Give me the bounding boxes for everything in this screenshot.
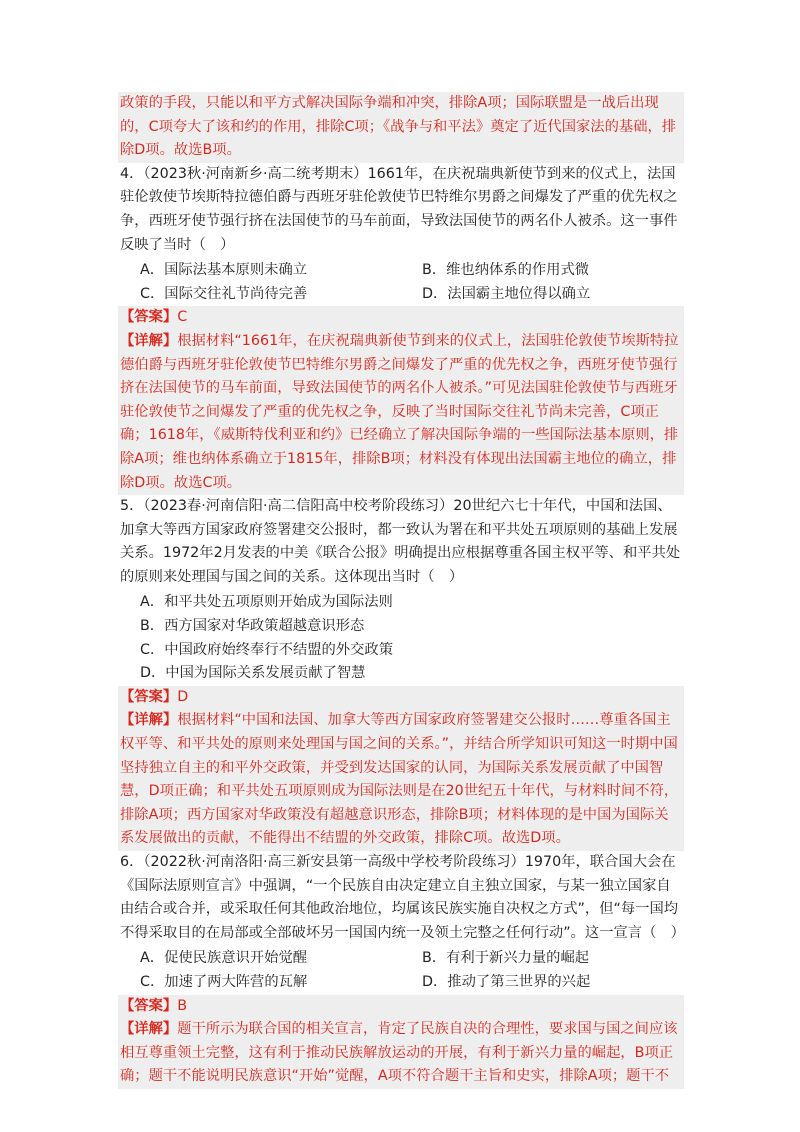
previous-explanation: 政策的手段，只能以和平方式解决国际争端和冲突，排除A项；国际联盟是一战后出现的，C项夸大了该和约的作用，排除C项；《战争与和平法》奠定了近代国家法的基础，排除D项。故选B项。 <box>118 92 684 163</box>
question-4-answer-block <box>118 306 684 495</box>
answer-line <box>120 306 682 330</box>
option-c: C．中国政府始终奉行不结盟的外交政策 <box>140 641 394 658</box>
question-6-options <box>118 947 684 994</box>
question-4-options <box>118 259 684 306</box>
answer-label: 【答案】 <box>120 309 178 326</box>
option-c: C．国际交往礼节尚待完善 <box>140 285 308 302</box>
detail-label: 【详解】 <box>120 332 178 349</box>
detail-text: 题干所示为联合国的相关宣言，肯定了民族自决的合理性，要求国与国之间应该相互尊重领土完整，这有利于推动民族解放运动的开展，有利于新兴力量的崛起，B项正确；题干不能说明民族意识“开始”觉醒，A项不符合题干主旨和史实，排除A项；题干不 <box>120 1021 678 1085</box>
answer-line <box>120 686 682 710</box>
option-b: B．维也纳体系的作用式微 <box>422 262 590 279</box>
document-page <box>118 92 684 1089</box>
answer-value: B <box>177 997 187 1014</box>
question-5-stem: 5．（2023春·河南信阳·高二信阳高中校考阶段练习）20世纪六七十年代，中国和法国、加拿大等西方国家政府签署建交公报时，都一致认为署在和平共处五项原则的基础上发展关系。1972年2月发表的中美《联合公报》明确提出应根据尊重各国主权平等、和平共处的原则来处理国与国之间的关系。这体现出当时（ ） <box>120 498 681 585</box>
detail-text: 根据材料“中国和法国、加拿大等西方国家政府签署建交公报时……尊重各国主权平等、和平共处的原则来处理国与国之间的关系。”，并结合所学知识可知这一时期中国坚持独立自主的和平外交政策，并受到发达国家的认同，为国际关系发展贡献了中国智慧，D项正确；和平共处五项原则成为国际法则是在20世纪五十年代，与材料时间不符，排除A项；西方国家对华政策没有超越意识形态，排除B项；材料体现的是中国为国际关系发展做出的贡献，不能得出不结盟的外交政策，排除C项。故选D项。 <box>120 712 679 847</box>
answer-value: C <box>177 309 188 326</box>
option-a: A．国际法基本原则未确立 <box>140 262 308 279</box>
answer-label: 【答案】 <box>120 688 178 705</box>
option-b: B．西方国家对华政策超越意识形态 <box>140 618 365 635</box>
question-6-stem: 6．（2022秋·河南洛阳·高三新安县第一高级中学校考阶段练习）1970年，联合国大会在《国际法原则宣言》中强调，“一个民族自由决定建立自主独立国家，与某一独立国家自由结合或合并，或采取任何其他政治地位，均属该民族实施自决权之方式”，但“每一国均不得采取目的在局部或全部破坏另一国国内统一及领土完整之任何行动”。这一宣言（ ） <box>120 854 685 941</box>
detail-label: 【详解】 <box>120 712 178 729</box>
option-d: D．法国霸主地位得以确立 <box>422 285 591 302</box>
detail-text: 根据材料“1661年，在庆祝瑞典新使节到来的仪式上，法国驻伦敦使节埃斯特拉德伯爵与西班牙驻伦敦使节巴特维尔男爵之间爆发了严重的优先权之争，西班牙使节强行挤在法国使节的马车前面，导致法国使节的两名仆人被杀。”可见法国驻伦敦使节与西班牙驻伦敦使节之间爆发了严重的优先权之争，反映了当时国际交往礼节尚未完善，C项正确；1618年，《威斯特伐利亚和约》已经确立了解决国际争端的一些国际法基本原则，排除A项；维也纳体系确立于1815年，排除B项；材料没有体现出法国霸主地位的确立，排除D项。故选C项。 <box>120 332 679 491</box>
option-d: D．中国为国际关系发展贡献了智慧 <box>140 665 366 682</box>
question-5-options <box>118 591 684 685</box>
answer-line <box>120 995 682 1019</box>
detail-label: 【详解】 <box>120 1021 178 1038</box>
option-a: A．和平共处五项原则开始成为国际法则 <box>140 594 393 611</box>
question-5-answer-block <box>118 686 684 851</box>
option-c: C．加速了两大阵营的瓦解 <box>140 973 308 990</box>
question-6-answer-block <box>118 995 684 1089</box>
option-d: D．推动了第三世界的兴起 <box>422 973 591 990</box>
answer-label: 【答案】 <box>120 997 178 1014</box>
question-4-stem: 4．（2023秋·河南新乡·高二统考期末）1661年，在庆祝瑞典新使节到来的仪式上，法国驻伦敦使节埃斯特拉德伯爵与西班牙驻伦敦使节巴特维尔男爵之间爆发了严重的优先权之争，西班牙使节强行挤在法国使节的马车前面，导致法国使节的两名仆人被杀。这一事件反映了当时（ ） <box>120 165 678 253</box>
answer-value: D <box>177 688 189 705</box>
option-b: B．有利于新兴力量的崛起 <box>422 950 590 967</box>
option-a: A．促使民族意识开始觉醒 <box>140 950 308 967</box>
